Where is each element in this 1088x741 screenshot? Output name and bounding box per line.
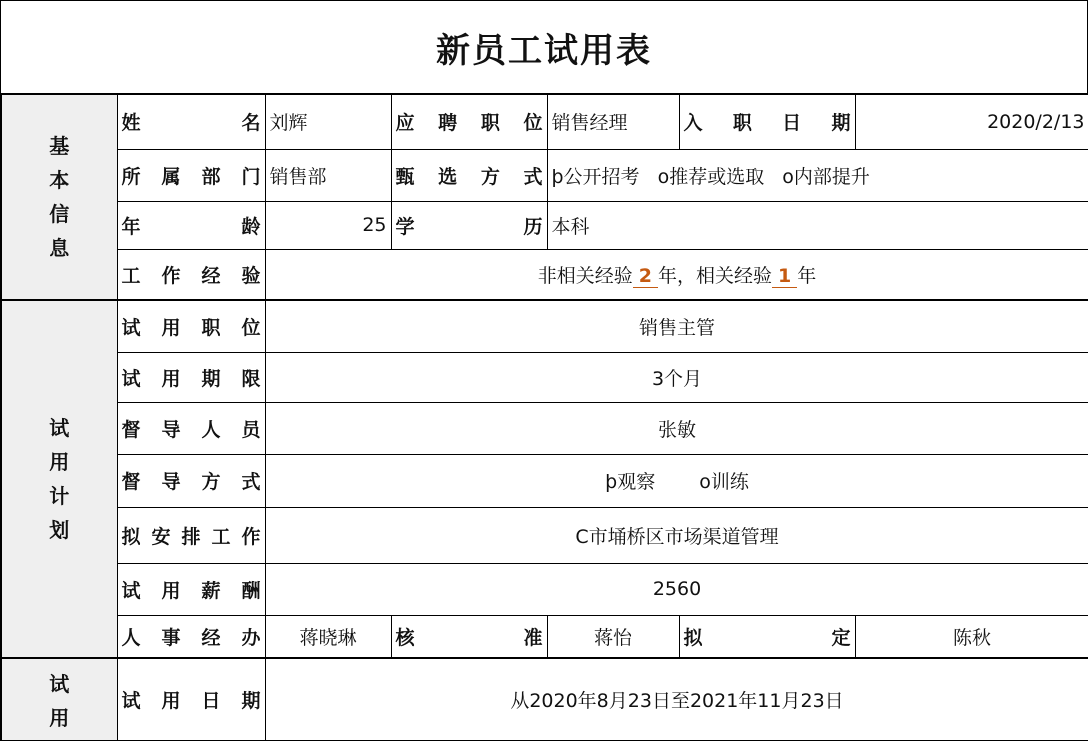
trial-dates-label: 试用日期	[117, 658, 265, 740]
related-years[interactable]: 1	[772, 265, 797, 288]
trial-term-value[interactable]: 3个月	[265, 352, 1088, 402]
trial-position-value[interactable]: 销售主管	[265, 300, 1088, 352]
trial-position-label: 试用职位	[117, 300, 265, 352]
join-date-value[interactable]: 2020/2/13	[855, 94, 1088, 149]
supervisor-label: 督导人员	[117, 402, 265, 454]
education-value[interactable]: 本科	[547, 201, 1088, 249]
section-trial-period	[1, 658, 117, 740]
form-table	[0, 93, 1088, 741]
hr-handler-label: 人事经办	[117, 615, 265, 658]
section-basic-info	[1, 94, 117, 300]
experience-suffix: 年	[797, 264, 817, 287]
hr-handler-value[interactable]: 蒋晓琳	[265, 615, 391, 658]
section-trial-plan	[1, 300, 117, 658]
planned-work-label: 拟安排工作	[117, 507, 265, 563]
name-value[interactable]: 刘辉	[265, 94, 391, 149]
section-basic-label: 基本信息	[49, 134, 70, 260]
trial-term-label: 试用期限	[117, 352, 265, 402]
method-option-observe[interactable]: þ观察	[605, 471, 656, 493]
position-label: 应聘职位	[391, 94, 547, 149]
supervisor-value[interactable]: 张敏	[265, 402, 1088, 454]
experience-label: 工作经验	[117, 249, 265, 300]
dept-label: 所属部门	[117, 149, 265, 201]
supervision-method-value[interactable]	[265, 454, 1088, 507]
position-value[interactable]: 销售经理	[547, 94, 679, 149]
join-date-label: 入职日期	[679, 94, 855, 149]
selection-option-referral[interactable]: o推荐或选取	[657, 165, 765, 188]
selection-method-value[interactable]	[547, 149, 1088, 201]
selection-option-internal[interactable]: o内部提升	[782, 165, 870, 188]
method-option-train[interactable]: o训练	[699, 471, 749, 493]
selection-method-label: 甄选方式	[391, 149, 547, 201]
education-label: 学历	[391, 201, 547, 249]
dept-value[interactable]: 销售部	[265, 149, 391, 201]
section-plan-label: 试用计划	[49, 416, 70, 542]
experience-prefix: 非相关经验	[537, 264, 633, 287]
experience-mid: 年，相关经验	[657, 264, 772, 287]
form-title: 新员工试用表	[0, 0, 1088, 93]
age-label: 年龄	[117, 201, 265, 249]
age-value[interactable]: 25	[265, 201, 391, 249]
name-label: 姓名	[117, 94, 265, 149]
selection-option-public[interactable]: þ公开招考	[551, 165, 640, 188]
approve-label: 核准	[391, 615, 547, 658]
trial-salary-label: 试用薪酬	[117, 563, 265, 615]
supervision-method-label: 督导方式	[117, 454, 265, 507]
approve-value[interactable]: 蒋怡	[547, 615, 679, 658]
trial-salary-value[interactable]: 2560	[265, 563, 1088, 615]
trial-dates-value[interactable]: 从2020年8月23日至2021年11月23日	[265, 658, 1088, 740]
section-period-label: 试用	[49, 672, 70, 730]
experience-value[interactable]	[265, 249, 1088, 300]
unrelated-years[interactable]: 2	[633, 265, 658, 288]
planned-work-value[interactable]: C市埇桥区市场渠道管理	[265, 507, 1088, 563]
draft-value[interactable]: 陈秋	[855, 615, 1088, 658]
draft-label: 拟定	[679, 615, 855, 658]
